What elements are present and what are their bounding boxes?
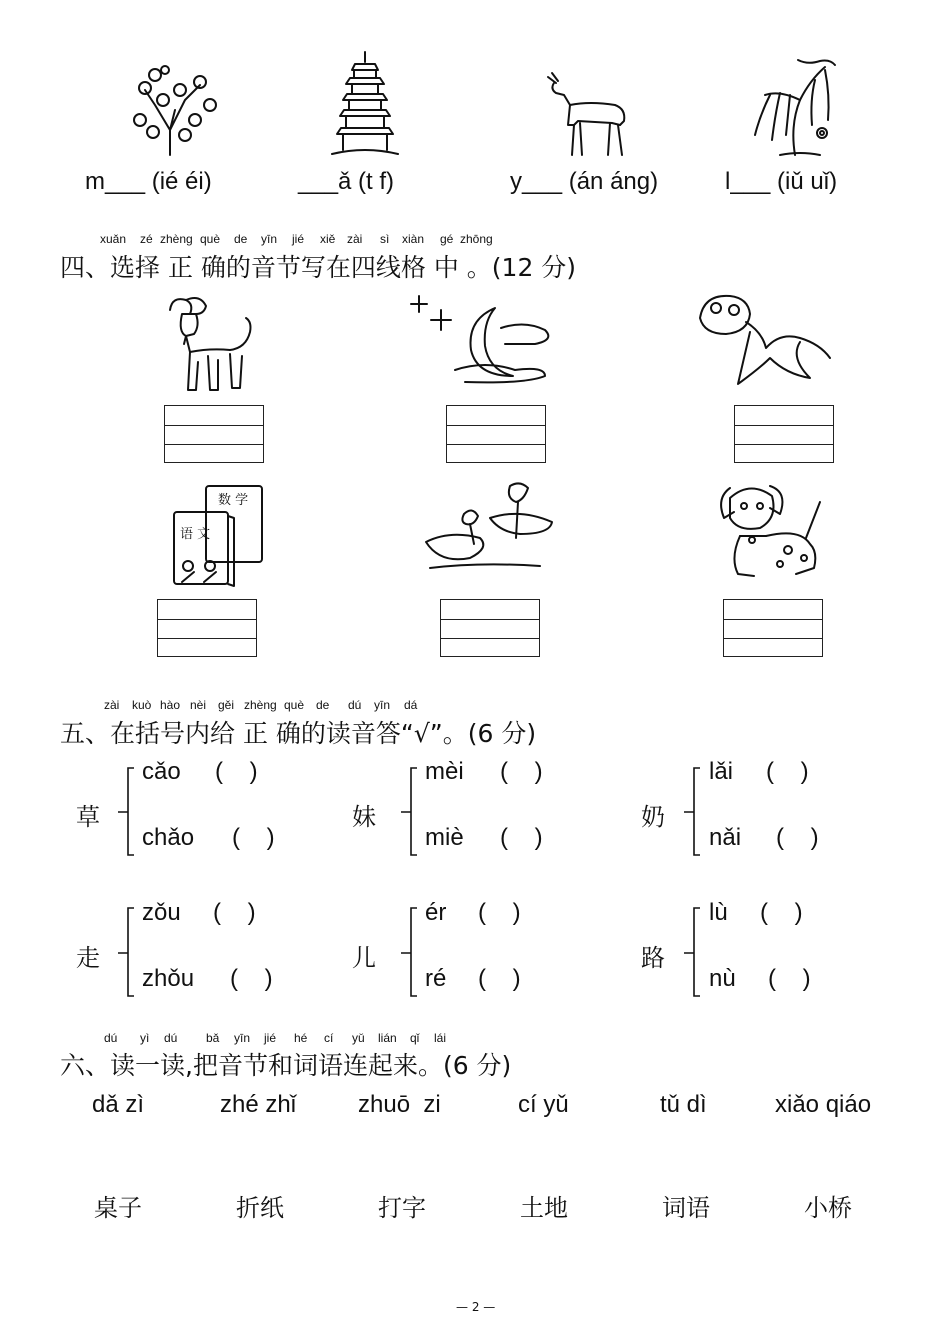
word-dazi[interactable]: 打字 bbox=[378, 1194, 426, 1222]
paren-lu[interactable]: ( ) bbox=[760, 899, 803, 926]
char-mei: 妹 bbox=[352, 803, 376, 831]
syllable-tu-di[interactable]: tǔ dì bbox=[660, 1091, 707, 1118]
fill-in-item-2[interactable]: ___ǎ (t f) bbox=[298, 168, 395, 195]
pinyin-syllable: xuǎn bbox=[100, 232, 127, 246]
option-mie: miè bbox=[425, 824, 464, 851]
pinyin-syllable: què bbox=[200, 232, 221, 246]
paren-mie[interactable]: ( ) bbox=[500, 824, 543, 851]
pinyin-syllable: què bbox=[284, 698, 305, 712]
pinyin-syllable: zhèng bbox=[160, 232, 193, 246]
option-zou: zǒu bbox=[142, 899, 181, 926]
option-mei: mèi bbox=[425, 758, 464, 785]
word-zhuozi[interactable]: 桌子 bbox=[94, 1194, 142, 1222]
pinyin-syllable: lián bbox=[378, 1031, 397, 1045]
pinyin-syllable: yǔ bbox=[352, 1031, 365, 1045]
paren-zhou[interactable]: ( ) bbox=[230, 965, 273, 992]
char-er: 儿 bbox=[352, 944, 376, 972]
paren-zou[interactable]: ( ) bbox=[213, 899, 256, 926]
option-lai: lǎi bbox=[709, 758, 734, 785]
paren-er[interactable]: ( ) bbox=[478, 899, 521, 926]
pinyin-syllable: xiě bbox=[320, 232, 336, 246]
syllable-xiao-qiao[interactable]: xiǎo qiáo bbox=[775, 1091, 872, 1118]
pinyin-syllable: xiàn bbox=[402, 232, 425, 246]
pinyin-syllable: zé bbox=[140, 232, 153, 246]
pinyin-syllable: zhèng bbox=[244, 698, 277, 712]
chinese-book-label: 语 文 bbox=[180, 527, 211, 542]
option-cao: cǎo bbox=[142, 758, 181, 785]
fill-in-item-4[interactable]: l___ (iǔ uǐ) bbox=[725, 168, 838, 195]
paren-lai[interactable]: ( ) bbox=[766, 758, 809, 785]
pinyin-syllable: lái bbox=[434, 1031, 447, 1045]
paren-nai[interactable]: ( ) bbox=[776, 824, 819, 851]
section-6-title: 六、读一读,把音节和词语连起来。(6 分) bbox=[60, 1051, 512, 1080]
pinyin-syllable: zài bbox=[104, 698, 120, 712]
word-tudi[interactable]: 土地 bbox=[520, 1194, 568, 1222]
option-er: ér bbox=[425, 899, 447, 926]
option-zhou: zhǒu bbox=[142, 965, 195, 992]
paren-cao[interactable]: ( ) bbox=[215, 758, 258, 785]
fill-in-item-1[interactable]: m___ (ié éi) bbox=[85, 168, 212, 195]
syllable-da-zi[interactable]: dǎ zì bbox=[92, 1091, 145, 1118]
syllable-zhe-zhi[interactable]: zhé zhǐ bbox=[220, 1091, 297, 1118]
pinyin-syllable: yì bbox=[140, 1031, 150, 1045]
word-ciyu[interactable]: 词语 bbox=[662, 1194, 710, 1222]
word-xiaoqiao[interactable]: 小桥 bbox=[804, 1194, 852, 1222]
pinyin-syllable: gěi bbox=[218, 698, 235, 712]
fill-in-item-3[interactable]: y___ (án áng) bbox=[510, 168, 659, 195]
pinyin-syllable: zài bbox=[347, 232, 363, 246]
pinyin-syllable: cí bbox=[324, 1031, 334, 1045]
paren-mei[interactable]: ( ) bbox=[500, 758, 543, 785]
pinyin-syllable: bǎ bbox=[206, 1031, 220, 1045]
page-number: — 2 — bbox=[456, 1300, 496, 1314]
pinyin-syllable: zhōng bbox=[460, 232, 493, 246]
pinyin-syllable: hào bbox=[160, 698, 181, 712]
pinyin-syllable: jié bbox=[264, 1031, 277, 1045]
char-cao: 草 bbox=[76, 803, 100, 831]
pinyin-syllable: hé bbox=[294, 1031, 308, 1045]
section-5-title: 五、在括号内给 正 确的读音答“√”。(6 分) bbox=[60, 719, 537, 748]
paren-chao[interactable]: ( ) bbox=[232, 824, 275, 851]
syllable-zhuo-zi[interactable]: zhuō zi bbox=[358, 1091, 441, 1118]
char-zou: 走 bbox=[76, 944, 100, 972]
pinyin-syllable: yīn bbox=[374, 698, 391, 712]
pinyin-syllable: qǐ bbox=[410, 1031, 420, 1045]
pinyin-syllable: dá bbox=[404, 698, 418, 712]
option-chao: chǎo bbox=[142, 824, 195, 851]
pinyin-syllable: de bbox=[316, 698, 330, 712]
pinyin-syllable: sì bbox=[380, 232, 390, 246]
syllable-ci-yu[interactable]: cí yǔ bbox=[518, 1091, 569, 1118]
char-lu: 路 bbox=[641, 944, 665, 972]
pinyin-syllable: yīn bbox=[261, 232, 278, 246]
pinyin-syllable: jié bbox=[292, 232, 305, 246]
pinyin-syllable: dú bbox=[348, 698, 362, 712]
word-zhezhi[interactable]: 折纸 bbox=[236, 1194, 284, 1222]
pinyin-syllable: de bbox=[234, 232, 248, 246]
pinyin-syllable: dú bbox=[164, 1031, 178, 1045]
option-lu: lù bbox=[709, 899, 728, 926]
pinyin-syllable: dú bbox=[104, 1031, 118, 1045]
math-book-label: 数 学 bbox=[218, 493, 249, 508]
section-4-title: 四、选择 正 确的音节写在四线格 中 。(12 分) bbox=[60, 253, 577, 282]
pinyin-syllable: yīn bbox=[234, 1031, 251, 1045]
paren-nu[interactable]: ( ) bbox=[768, 965, 811, 992]
pinyin-syllable: kuò bbox=[132, 698, 152, 712]
pinyin-syllable: nèi bbox=[190, 698, 207, 712]
paren-re[interactable]: ( ) bbox=[478, 965, 521, 992]
pinyin-syllable: gé bbox=[440, 232, 454, 246]
option-nai: nǎi bbox=[709, 824, 742, 851]
option-nu: nù bbox=[709, 965, 736, 992]
char-nai: 奶 bbox=[641, 803, 665, 831]
option-re: ré bbox=[425, 965, 447, 992]
